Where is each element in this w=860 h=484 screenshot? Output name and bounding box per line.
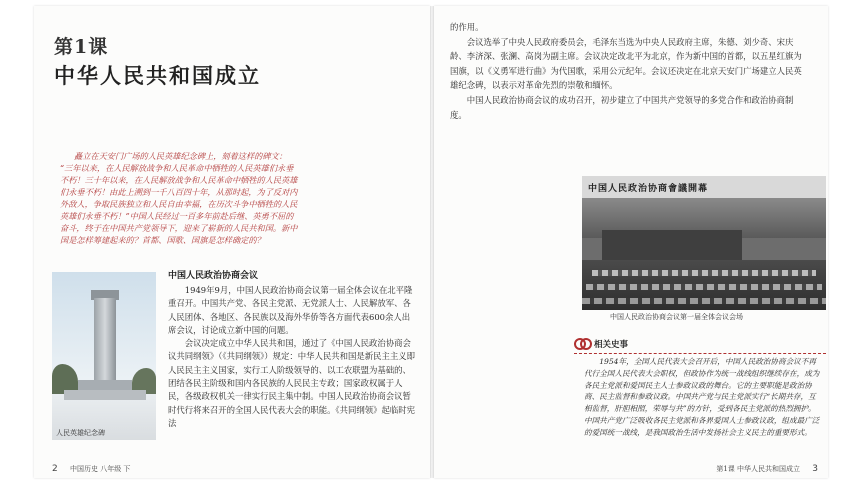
assembly-hall-photo [582,176,826,310]
intro-line: 国是怎样筹建起来的？首都、国歌、国旗是怎样确定的？ [60,235,265,245]
intro-line: 们永垂不朽！由此上溯到一千八百四十年，从那时起，为了反对内 [60,187,298,197]
paragraph: 会议选举了中央人民政府委员会，毛泽东当选为中央人民政府主席，朱德、刘少奇、宋庆龄、李济深、张澜、高岗为副主席。会议决定改北平为北京，作为新中国的首都，以五星红旗为国旗，以《义勇军进行曲》为代国歌，采用公元纪年。会议还决定在北京天安门广场建立人民英雄纪念碑，以表示对革命先烈的崇敬和缅怀。 [450,36,802,91]
right-page [434,6,828,478]
intro-line: 矗立在天安门广场的人民英雄纪念碑上，刻着这样的碑文： [74,151,287,161]
left-body-text [168,284,418,430]
intro-line: 奋斗，终于在中国共产党领导下，迎来了崭新的人民共和国。新中 [60,223,298,233]
related-history-icon [574,336,592,352]
hall-photo-caption: 中国人民政治协商会议第一届全体会议会场 [610,313,743,321]
monument-photo-caption: 人民英雄纪念碑 [56,429,105,437]
divider [574,353,826,354]
lesson-running-head: 第1课 中华人民共和国成立 [716,465,801,473]
right-footer [716,464,818,474]
related-history-text [584,356,822,439]
left-footer [52,464,130,474]
lesson-number: 第1课 [54,36,109,58]
intro-line: “三年以来，在人民解放战争和人民革命中牺牲的人民英雄们永垂 [60,163,294,173]
related-paragraph: 1954年，全国人民代表大会召开后，中国人民政治协商会议不再代行全国人民代表大会职权，但政协作为统一战线组织继续存在，成为各民主党派和爱国民主人士参政议政的舞台。它的主要职能是政治协商、民主监督和参政议政。中国共产党与民主党派实行“长期共存，互相监督，肝胆相照，荣辱与共”的方针，受到各民主党派的热烈拥护。中国共产党广泛吸收各民主党派和各界爱国人士参政议政，组成最广泛的爱国统一战线，是我国政治生活中发扬社会主义民主的重要形式。 [584,357,820,437]
monument-photo [52,272,156,440]
paragraph: 1949年9月，中国人民政治协商会议第一届全体会议在北平隆重召开。中国共产党、各民主党派、无党派人士、人民解放军、各人民团体、各地区、各民族以及海外华侨等各方面代表600余人出席会议，讨论成立新中国的问题。 [168,285,413,335]
paragraph: 会议决定成立中华人民共和国，通过了《中国人民政治协商会议共同纲领》（《共同纲领》）规定：中华人民共和国是新民主主义即人民民主主义国家，实行工人阶级领导的、以工农联盟为基础的、团结各民主阶级和国内各民族的人民民主专政；国家政权属于人民，各级政权机关一律实行民主集中制。中国人民政治协商会议暂时代行将来召开的全国人民代表大会的职能。《共同纲领》起临时宪法 [168,338,416,428]
left-page [34,6,430,478]
intro-text [60,150,310,246]
page-number: 3 [812,464,818,474]
section-title: 中国人民政治协商会议 [168,271,259,281]
photo-banner-text: 中国人民政治协商會議開幕 [588,184,709,194]
intro-line: 外敌人，争取民族独立和人民自由幸福，在历次斗争中牺牲的人民 [60,199,298,209]
intro-line: 不朽！三十年以来，在人民解放战争和人民革命中牺牲的人民英雄 [60,175,298,185]
paragraph: 的作用。 [450,22,484,32]
paragraph: 中国人民政治协商会议的成功召开，初步建立了中国共产党领导的多党合作和政治协商制度。 [450,94,794,120]
related-history-title: 相关史事 [594,340,629,350]
page-number: 2 [52,464,58,474]
lesson-title: 中华人民共和国成立 [54,63,261,88]
right-body-text [450,20,806,122]
book-title: 中国历史 八年级 下 [69,465,131,473]
intro-line: 英雄们永垂不朽！”中国人民经过一百多年前赴后继、英勇不屈的 [60,211,294,221]
